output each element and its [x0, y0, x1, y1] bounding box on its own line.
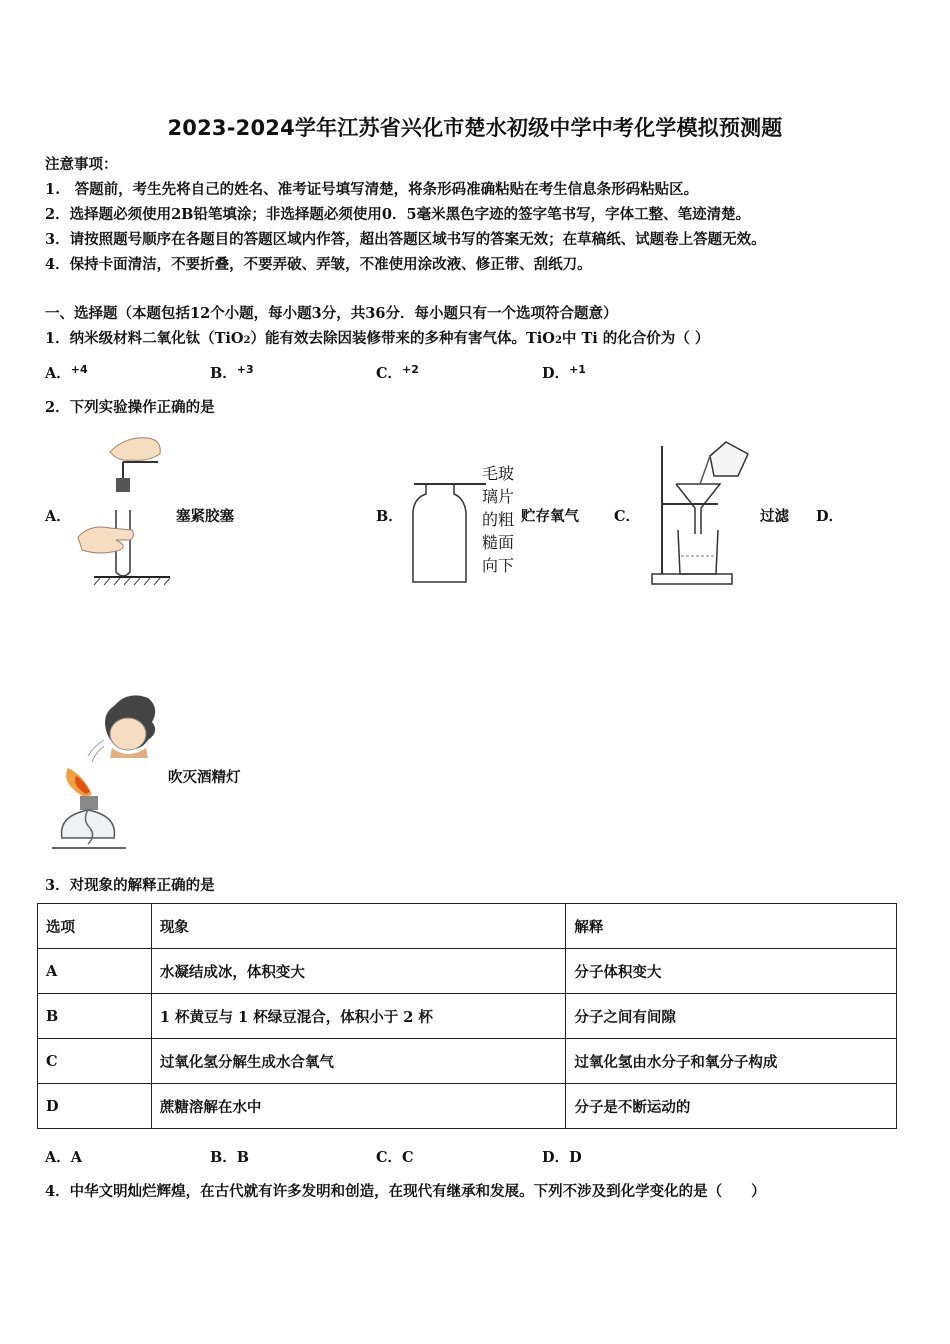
q2-caption-a: 塞紧胶塞	[176, 508, 234, 525]
q1-option-d[interactable]: D．$^{+1}$	[542, 363, 586, 382]
q2-option-a[interactable]: A．	[45, 508, 71, 525]
blow-out-lamp-illustration	[48, 688, 163, 853]
table-row	[38, 949, 897, 994]
filtration-illustration	[648, 438, 758, 588]
q2-option-d[interactable]: D．	[816, 508, 844, 525]
table-cell: 分子体积变大	[566, 949, 897, 994]
table-cell: 分子之间有间隙	[566, 994, 897, 1039]
page-title: 2023-2024学年江苏省兴化市楚水初级中学中考化学模拟预测题	[167, 116, 783, 140]
table-row	[38, 1084, 897, 1129]
q1-option-a[interactable]: A．$^{+4}$	[45, 363, 88, 382]
table-row	[38, 1039, 897, 1084]
question-4-stem: 4．中华文明灿烂辉煌，在古代就有许多发明和创造，在现代有继承和发展。下列不涉及到化学变化的是（ ）	[45, 1183, 766, 1200]
notice-item: 1. 答题前，考生先将自己的姓名、准考证号填写清楚，将条形码准确粘贴在考生信息条形码粘贴区。	[45, 181, 699, 198]
notice-heading: 注意事项：	[45, 156, 118, 173]
q2-caption-d: 吹灭酒精灯	[168, 769, 241, 786]
table-cell: 分子是不断运动的	[566, 1084, 897, 1129]
table-cell: A	[38, 949, 152, 994]
table-header: 解释	[566, 904, 897, 949]
gas-bottle-illustration	[408, 468, 488, 588]
explanation-table	[37, 903, 897, 1129]
table-header-row	[38, 904, 897, 949]
section-heading: 一、选择题（本题包括12个小题，每小题3分，共36分．每小题只有一个选项符合题意）	[45, 305, 618, 322]
table-cell: D	[38, 1084, 152, 1129]
notice-item: 2．选择题必须使用2B铅笔填涂；非选择题必须使用0．5毫米黑色字迹的签字笔书写，字体工整、笔迹清楚。	[45, 206, 751, 223]
table-cell: C	[38, 1039, 152, 1084]
q2-option-c[interactable]: C．	[614, 508, 641, 525]
table-cell: 过氧化氢分解生成水合氧气	[151, 1039, 566, 1084]
q1-option-c[interactable]: C．$^{+2}$	[376, 363, 419, 382]
q3-option-b[interactable]: B．B	[210, 1149, 250, 1166]
q2-caption-b: 贮存氧气	[521, 508, 579, 525]
question-3-stem: 3．对现象的解释正确的是	[45, 877, 215, 894]
table-cell: 蔗糖溶解在水中	[151, 1084, 566, 1129]
q2-option-b[interactable]: B．	[376, 508, 403, 525]
insert-stopper-illustration	[70, 432, 175, 588]
table-cell: 过氧化氢由水分子和氧分子构成	[566, 1039, 897, 1084]
table-cell: 1 杯黄豆与 1 杯绿豆混合，体积小于 2 杯	[151, 994, 566, 1039]
q1-option-b[interactable]: B．$^{+3}$	[210, 363, 254, 382]
table-row	[38, 994, 897, 1039]
glass-plate-label: 毛玻璃片的粗糙面向下	[482, 464, 515, 575]
notice-item: 4．保持卡面清洁，不要折叠，不要弄破、弄皱，不准使用涂改液、修正带、刮纸刀。	[45, 256, 592, 273]
q3-option-a[interactable]: A．A	[45, 1149, 83, 1166]
question-1-stem: 1．纳米级材料二氧化钛（TiO2）能有效去除因装修带来的多种有害气体。TiO2中 Ti 的化合价为（ ）	[45, 330, 710, 347]
table-header: 现象	[151, 904, 566, 949]
notice-item: 3．请按照题号顺序在各题目的答题区域内作答，超出答题区域书写的答案无效；在草稿纸、试题卷上答题无效。	[45, 231, 766, 248]
q3-option-d[interactable]: D．D	[542, 1149, 582, 1166]
q3-option-c[interactable]: C．C	[376, 1149, 414, 1166]
question-2-stem: 2．下列实验操作正确的是	[45, 399, 215, 416]
table-cell: B	[38, 994, 152, 1039]
q2-caption-c: 过滤	[760, 508, 789, 525]
table-header: 选项	[38, 904, 152, 949]
table-cell: 水凝结成冰，体积变大	[151, 949, 566, 994]
